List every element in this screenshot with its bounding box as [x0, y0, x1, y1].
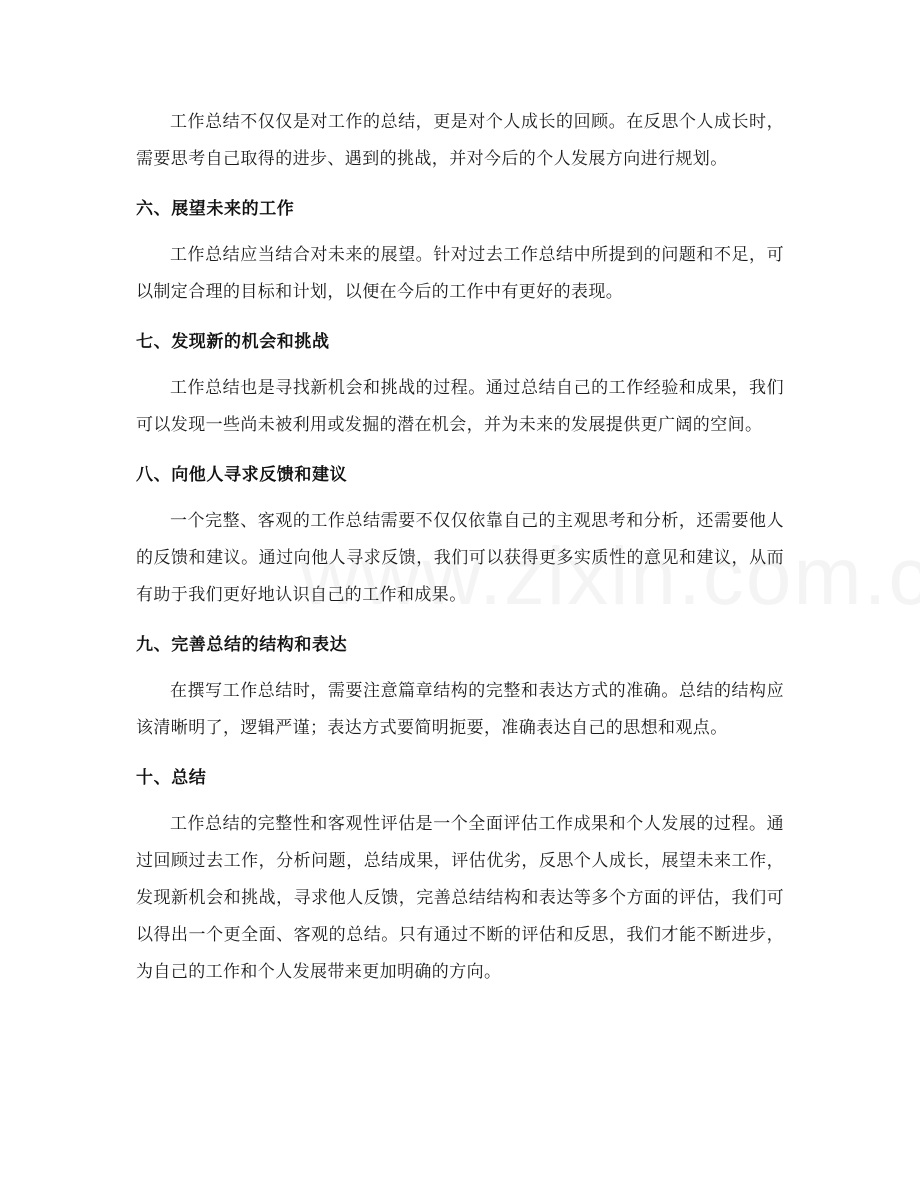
section-7-heading: 七、发现新的机会和挑战 [136, 332, 330, 352]
section-6-heading: 六、展望未来的工作 [136, 199, 295, 219]
section-7-body: 工作总结也是寻找新机会和挑战的过程。通过总结自己的工作经验和成果，我们可以发现一些尚未被利用或发掘的潜在机会，并为未来的发展提供更广阔的空间。 [136, 378, 784, 435]
section-8-body: 一个完整、客观的工作总结需要不仅仅依靠自己的主观思考和分析，还需要他人的反馈和建议。通过向他人寻求反馈，我们可以获得更多实质性的意见和建议，从而有助于我们更好地认识自己的工作和成果。 [136, 511, 784, 605]
section-8-heading: 八、向他人寻求反馈和建议 [136, 465, 348, 485]
section-10-heading: 十、总结 [136, 768, 207, 788]
section-9-body: 在撰写工作总结时，需要注意篇章结构的完整和表达方式的准确。总结的结构应该清晰明了，逻辑严谨；表达方式要简明扼要，准确表达自己的思想和观点。 [136, 681, 784, 738]
section-10-body: 工作总结的完整性和客观性评估是一个全面评估工作成果和个人发展的过程。通过回顾过去工作，分析问题，总结成果，评估优劣，反思个人成长，展望未来工作，发现新机会和挑战，寻求他人反馈，完善总结结构和表达等多个方面的评估，我们可以得出一个更全面、客观的总结。只有通过不断的评估和反思，我们才能不断进步，为自己的工作和个人发展带来更加明确的方向。 [136, 814, 784, 982]
section-9-heading: 九、完善总结的结构和表达 [136, 635, 348, 655]
section-6-body: 工作总结应当结合对未来的展望。针对过去工作总结中所提到的问题和不足，可以制定合理的目标和计划，以便在今后的工作中有更好的表现。 [136, 245, 784, 302]
document-page [136, 104, 784, 991]
intro-paragraph: 工作总结不仅仅是对工作的总结，更是对个人成长的回顾。在反思个人成长时，需要思考自己取得的进步、遇到的挑战，并对今后的个人发展方向进行规划。 [136, 112, 784, 169]
